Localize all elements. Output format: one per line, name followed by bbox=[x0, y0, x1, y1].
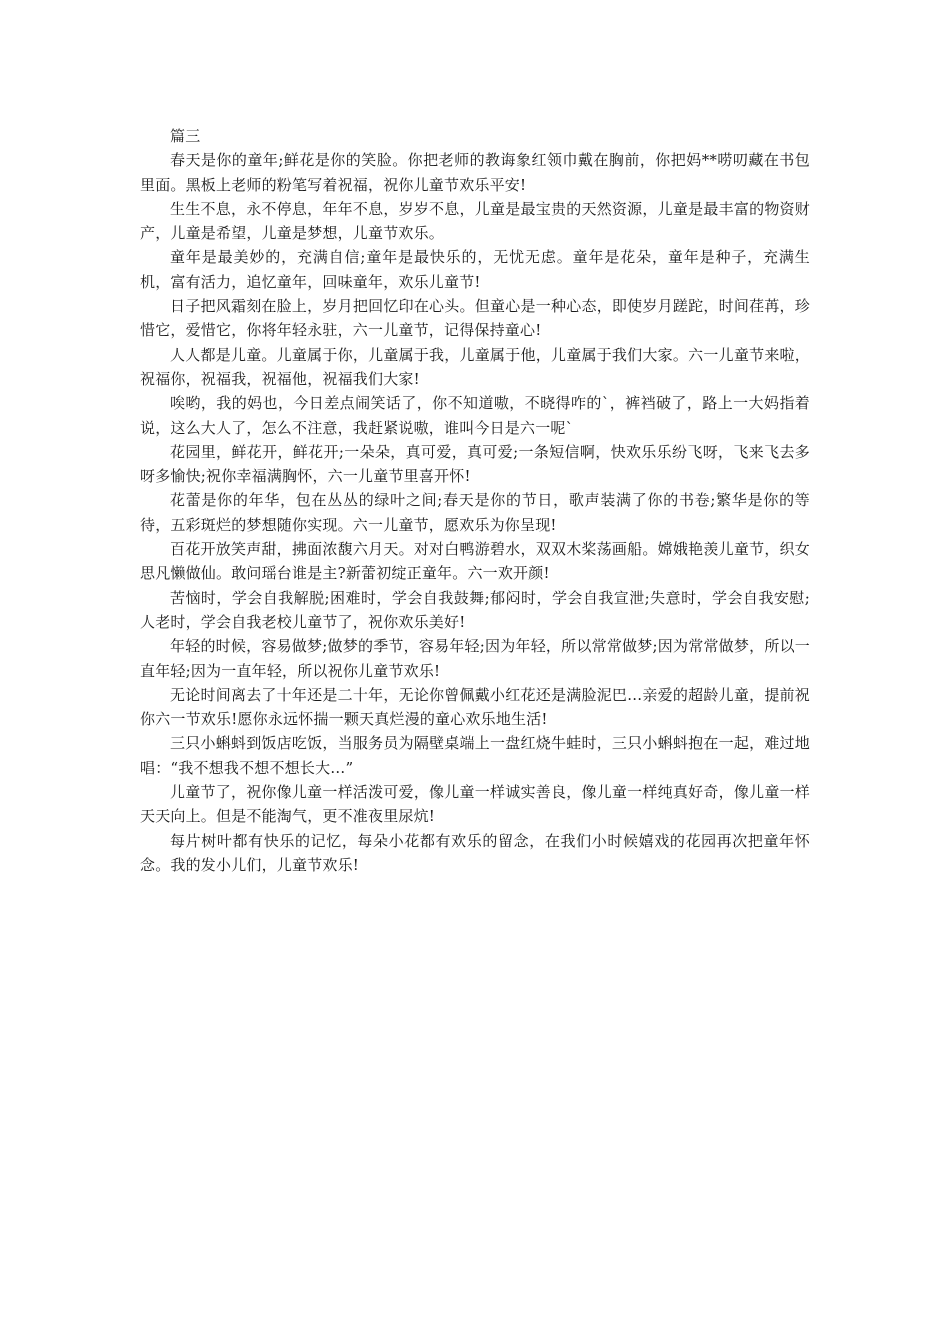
paragraph-6: 唉哟，我的妈也，今日差点闹笑话了，你不知道嗷，不晓得咋的`，裤裆破了，路上一大妈指着说，这么大人了，怎么不注意，我赶紧说嗷，谁叫今日是六一呢` bbox=[140, 394, 810, 437]
paragraph-5: 人人都是儿童。儿童属于你，儿童属于我，儿童属于他，儿童属于我们大家。六一儿童节来啦，祝福你，祝福我，祝福他，祝福我们大家! bbox=[140, 345, 810, 388]
paragraph-15: 每片树叶都有快乐的记忆，每朵小花都有欢乐的留念，在我们小时候嬉戏的花园再次把童年怀念。我的发小儿们，儿童节欢乐! bbox=[140, 831, 810, 874]
paragraph-2: 生生不息，永不停息，年年不息，岁岁不息，儿童是最宝贵的天然资源，儿童是最丰富的物资财产，儿童是希望，儿童是梦想，儿童节欢乐。 bbox=[140, 199, 810, 243]
paragraph-13: 三只小蝌蚪到饭店吃饭，当服务员为隔壁桌端上一盘红烧牛蛙时，三只小蝌蚪抱在一起，难过地唱：“我不想我不想不想长大…” bbox=[140, 734, 810, 777]
section-heading: 篇三 bbox=[170, 127, 201, 145]
paragraph-11: 年轻的时候，容易做梦;做梦的季节，容易年轻;因为年轻，所以常常做梦;因为常常做梦，所以一直年轻;因为一直年轻，所以祝你儿童节欢乐! bbox=[140, 637, 810, 680]
paragraph-10: 苦恼时，学会自我解脱;困难时，学会自我鼓舞;郁闷时，学会自我宣泄;失意时，学会自我安慰;人老时，学会自我老校儿童节了，祝你欢乐美好! bbox=[140, 588, 810, 631]
document-body bbox=[140, 124, 810, 877]
paragraph-9: 百花开放笑声甜，拂面浓馥六月天。对对白鸭游碧水，双双木桨荡画船。嫦娥艳羡儿童节，织女思凡懒做仙。敢问瑶台谁是主?新蕾初绽正童年。六一欢开颜! bbox=[140, 540, 810, 583]
paragraph-14: 儿童节了，祝你像儿童一样活泼可爱，像儿童一样诚实善良，像儿童一样纯真好奇，像儿童一样天天向上。但是不能淘气，更不准夜里尿炕! bbox=[140, 783, 810, 826]
paragraph-8: 花蕾是你的年华，包在丛丛的绿叶之间;春天是你的节日，歌声装满了你的书卷;繁华是你的等待，五彩斑烂的梦想随你实现。六一儿童节，愿欢乐为你呈现! bbox=[140, 491, 810, 534]
paragraph-3: 童年是最美妙的，充满自信;童年是最快乐的，无忧无虑。童年是花朵，童年是种子，充满生机，富有活力，追忆童年，回味童年，欢乐儿童节! bbox=[140, 248, 810, 291]
paragraph-4: 日子把风霜刻在脸上，岁月把回忆印在心头。但童心是一种心态，即使岁月蹉跎，时间荏苒，珍惜它，爱惜它，你将年轻永驻，六一儿童节，记得保持童心! bbox=[140, 297, 810, 340]
paragraph-12: 无论时间离去了十年还是二十年，无论你曾佩戴小红花还是满脸泥巴…亲爱的超龄儿童，提前祝你六一节欢乐!愿你永远怀揣一颗天真烂漫的童心欢乐地生活! bbox=[140, 685, 810, 729]
paragraph-7: 花园里，鲜花开，鲜花开;一朵朵，真可爱，真可爱;一条短信啊，快欢乐乐纷飞呀，飞来飞去多呀多愉快;祝你幸福满胸怀，六一儿童节里喜开怀! bbox=[140, 442, 810, 486]
paragraph-1: 春天是你的童年;鲜花是你的笑脸。你把老师的教诲象红领巾戴在胸前，你把妈**唠叨藏在书包里面。黑板上老师的粉笔写着祝福，祝你儿童节欢乐平安! bbox=[140, 151, 810, 194]
